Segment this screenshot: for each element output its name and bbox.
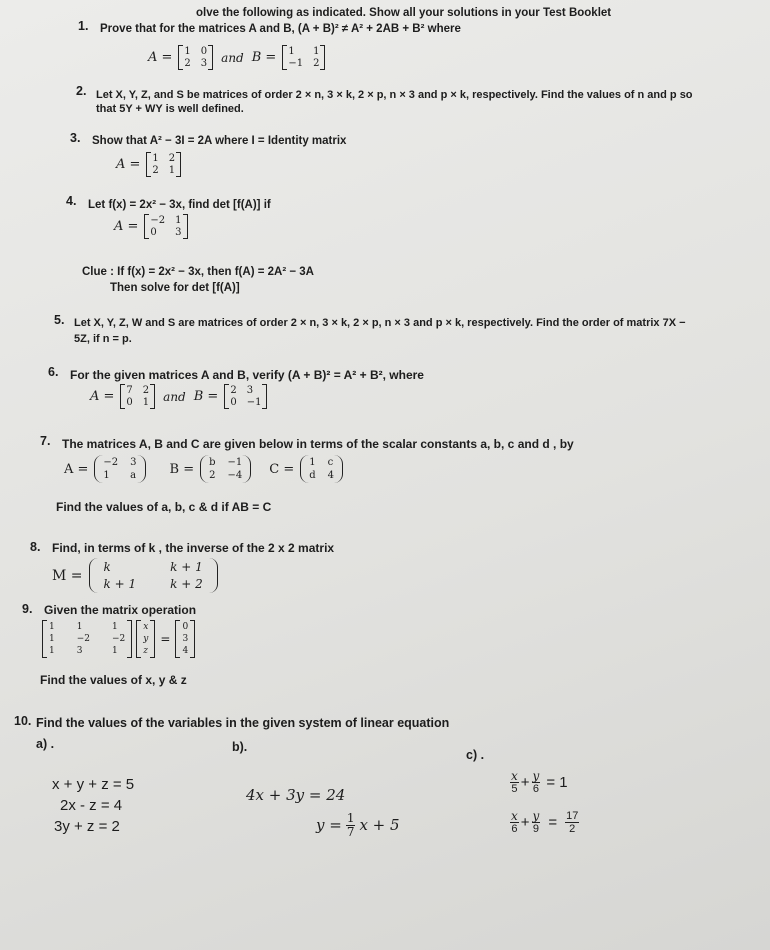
q9-matrix-equation — [42, 620, 195, 658]
matrix-c — [300, 455, 343, 483]
q1-text: Prove that for the matrices A and B, (A + B)² ≠ A² + 2AB + B² where — [100, 23, 461, 35]
matrix-label: A = — [90, 389, 115, 404]
question-number: 9. — [22, 602, 33, 616]
question-number: 5. — [54, 313, 65, 327]
cell: 1 — [49, 634, 55, 644]
equals-sign: = — [160, 632, 171, 646]
matrix-label: A = — [114, 219, 139, 234]
cell: 1 — [103, 470, 110, 481]
matrix-label: B = — [193, 389, 219, 404]
cell: −2 — [112, 634, 126, 644]
cell: 1 — [49, 646, 55, 656]
system-a-eq2: 2x - z = 4 — [60, 797, 123, 814]
cell: −1 — [246, 397, 262, 408]
cell: 2 — [209, 470, 216, 481]
q4-text: Let f(x) = 2x² − 3x, find det [f(A)] if — [88, 199, 271, 211]
numerator: y — [532, 769, 540, 783]
cell: 1 — [288, 46, 295, 57]
cell: k — [103, 560, 111, 574]
fraction — [346, 812, 356, 839]
system-b-eq1: 4x + 3y = 24 — [246, 786, 346, 804]
system-c-eq2 — [510, 810, 579, 835]
q8-matrix — [52, 558, 218, 593]
cell: 3 — [76, 646, 83, 656]
part-a-label: a) . — [36, 737, 55, 751]
denominator: 7 — [346, 825, 355, 839]
equals-sign: = — [548, 814, 558, 831]
matrix-label: B = — [169, 461, 195, 477]
numerator: y — [532, 809, 540, 823]
coefficient-matrix — [42, 620, 132, 658]
cell: 0 — [126, 397, 133, 408]
cell: 1 — [112, 646, 118, 656]
q4-matrix — [114, 214, 188, 239]
cell: k + 1 — [170, 560, 203, 574]
matrix-label: A = — [116, 157, 141, 172]
cell: 2 — [152, 165, 159, 176]
cell: 4 — [327, 470, 335, 481]
and-text: and — [163, 389, 186, 404]
cell: 2 — [168, 153, 176, 164]
cell: 1 — [313, 46, 320, 57]
cell: c — [327, 457, 334, 468]
cell: 1 — [309, 457, 316, 468]
system-a-eq3: 3y + z = 2 — [54, 818, 120, 835]
cell: 1 — [168, 165, 176, 176]
variable-vector — [136, 620, 155, 658]
cell: 0 — [182, 622, 189, 632]
matrix-b — [200, 455, 251, 483]
and-text: and — [221, 50, 244, 65]
instructions-header: olve the following as indicated. Show all your solutions in your Test Booklet — [196, 7, 612, 19]
cell: 0 — [230, 397, 237, 408]
fraction — [565, 810, 579, 835]
cell: −1 — [288, 58, 304, 69]
q4-clue-2: Then solve for det [f(A)] — [110, 282, 240, 294]
part-b-label: b). — [232, 740, 248, 754]
question-number: 1. — [78, 19, 89, 33]
q7-find: Find the values of a, b, c & d if AB = C — [56, 500, 272, 514]
cell: x — [143, 622, 149, 632]
q6-matrices — [90, 384, 267, 409]
cell: 3 — [175, 227, 182, 238]
q10-text: Find the values of the variables in the given system of linear equation — [36, 716, 450, 730]
cell: 0 — [200, 46, 208, 57]
matrix-a — [144, 214, 187, 239]
q2-line1: Let X, Y, Z, and S be matrices of order 2 × n, 3 × k, 2 × p, n × 3 and p × k, respectively. Find the values of n and p so — [96, 89, 693, 101]
q8-text: Find, in terms of k , the inverse of the 2 x 2 matrix — [52, 541, 335, 555]
numerator: x — [511, 769, 518, 783]
lhs: y = — [316, 816, 342, 834]
question-number: 7. — [40, 434, 51, 448]
cell: z — [143, 646, 149, 656]
matrix-a — [94, 455, 145, 483]
cell: k + 1 — [103, 577, 137, 591]
cell: 3 — [130, 457, 137, 468]
q3-text: Show that A² − 3I = 2A where I = Identity matrix — [92, 135, 347, 147]
cell: 3 — [246, 385, 254, 396]
cell: y — [143, 634, 149, 644]
cell: 1 — [76, 622, 83, 632]
matrix-label: M = — [52, 567, 83, 584]
q9-find: Find the values of x, y & z — [40, 673, 187, 687]
fraction — [510, 810, 519, 835]
cell: 1 — [142, 397, 150, 408]
cell: 1 — [112, 622, 118, 632]
cell: b — [209, 457, 216, 468]
cell: 1 — [184, 46, 191, 57]
cell: −4 — [227, 470, 243, 481]
cell: 7 — [126, 385, 133, 396]
plus-sign: + — [520, 814, 530, 831]
cell: k + 2 — [170, 577, 203, 591]
matrix-b — [224, 384, 267, 409]
q2-line2: that 5Y + WY is well defined. — [96, 103, 244, 115]
denominator: 9 — [532, 823, 539, 835]
q1-matrices — [148, 45, 325, 70]
cell: a — [130, 470, 137, 481]
result-vector — [175, 620, 195, 658]
cell: 3 — [200, 58, 208, 69]
cell: 2 — [142, 385, 150, 396]
cell: 2 — [184, 58, 191, 69]
cell: d — [309, 470, 316, 481]
cell: 1 — [175, 215, 182, 226]
cell: 3 — [182, 634, 189, 644]
cell: 2 — [313, 58, 320, 69]
plus-sign: + — [520, 774, 530, 791]
fraction — [532, 770, 541, 795]
matrix-label: B = — [251, 50, 277, 65]
matrix-a — [178, 45, 213, 70]
rhs: = 1 — [546, 774, 568, 791]
numerator: x — [511, 809, 518, 823]
cell: 4 — [182, 646, 189, 656]
fraction — [510, 770, 519, 795]
matrix-a — [146, 152, 181, 177]
denominator: 6 — [511, 823, 518, 835]
cell: 2 — [230, 385, 237, 396]
part-c-label: c) . — [466, 748, 485, 762]
q5-line2: 5Z, if n = p. — [74, 333, 132, 345]
cell: −2 — [76, 634, 91, 644]
matrix-m — [89, 558, 218, 593]
q7-matrices — [64, 455, 343, 483]
q6-text: For the given matrices A and B, verify (A + B)² = A² + B², where — [70, 368, 424, 382]
q3-matrix — [116, 152, 181, 177]
system-c-eq1 — [510, 770, 568, 795]
matrix-label: A = — [148, 50, 173, 65]
cell: 1 — [152, 153, 159, 164]
matrix-label: C = — [269, 461, 295, 477]
numerator: 1 — [346, 811, 355, 825]
system-b-eq2 — [316, 812, 400, 839]
system-a-eq1: x + y + z = 5 — [52, 776, 135, 793]
denominator: 5 — [511, 783, 518, 795]
question-number: 8. — [30, 540, 41, 554]
q7-text: The matrices A, B and C are given below in terms of the scalar constants a, b, c and d , by — [62, 437, 574, 451]
q5-line1: Let X, Y, Z, W and S are matrices of order 2 × n, 3 × k, 2 × p, n × 3 and p × k, respectively. Find the order of matrix 7X − — [74, 317, 686, 329]
cell: −2 — [103, 457, 119, 468]
cell: −2 — [150, 215, 166, 226]
question-number: 4. — [66, 194, 77, 208]
cell: 1 — [49, 622, 55, 632]
denominator: 2 — [569, 823, 576, 835]
denominator: 6 — [532, 783, 539, 795]
question-number: 3. — [70, 131, 81, 145]
q9-text: Given the matrix operation — [44, 603, 197, 617]
question-number: 2. — [76, 84, 87, 98]
rhs: x + 5 — [359, 816, 400, 834]
cell: −1 — [227, 457, 243, 468]
question-number: 6. — [48, 365, 59, 379]
matrix-b — [282, 45, 325, 70]
cell: 0 — [150, 227, 157, 238]
matrix-label: A = — [64, 461, 89, 477]
question-number: 10. — [14, 714, 32, 728]
numerator: 17 — [566, 810, 579, 822]
fraction — [532, 810, 541, 835]
matrix-a — [120, 384, 155, 409]
q4-clue: Clue : If f(x) = 2x² − 3x, then f(A) = 2A² − 3A — [82, 266, 314, 278]
